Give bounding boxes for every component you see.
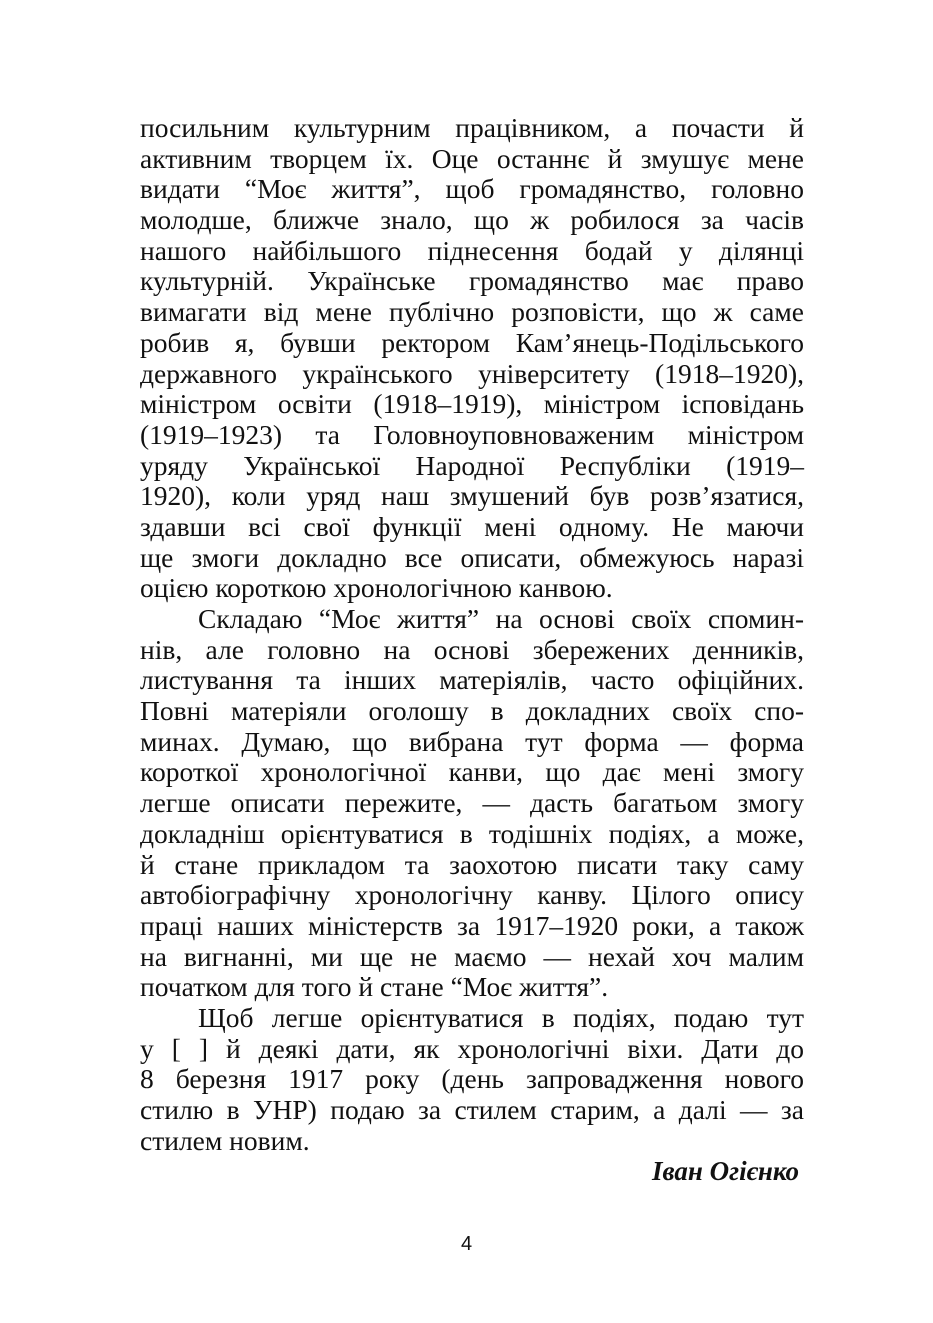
text-line: минах. Думаю, що вибрана тут форма — форма	[140, 725, 804, 757]
paragraph-1	[140, 113, 804, 604]
paragraph-2	[140, 604, 804, 1003]
text-line: праці наших міністерств за 1917–1920 роки, а також	[140, 909, 804, 941]
text-line: ще змоги докладно все описати, обмежуюсь наразі	[140, 541, 804, 573]
text-line: листування та інших матеріялів, часто офіційних.	[140, 664, 804, 696]
text-line: стилем новим.	[140, 1124, 310, 1156]
text-line: молодше, ближче знало, що ж робилося за часів	[140, 204, 804, 236]
text-line: оцією короткою хронологічною канвою.	[140, 572, 613, 604]
text-line: державного українського університету (1918–1920),	[140, 357, 804, 389]
text-line: на вигнанні, ми ще не маємо — нехай хоч малим	[140, 940, 804, 972]
body-text	[140, 113, 804, 1156]
text-line: здавши всі свої функції мені одному. Не маючи	[140, 510, 804, 542]
text-line: стилю в УНР) подаю за стилем старим, а далі — за	[140, 1094, 804, 1125]
text-line: посильним культурним працівником, а почасти й	[140, 112, 804, 143]
text-line: видати “Моє життя”, щоб громадянство, головно	[140, 173, 804, 205]
text-line: у [ ] й деякі дати, як хронологічні віхи. Дати до	[140, 1032, 804, 1064]
text-line: Складаю “Моє життя” на основі своїх спомин-	[198, 603, 804, 634]
text-line: культурній. Українське громадянство має право	[140, 265, 804, 297]
text-line: активним творцем їх. Оце останнє й змушує мене	[140, 142, 804, 174]
text-line: уряду Української Народної Республіки (1919–	[140, 449, 804, 481]
text-line: робив я, бувши ректором Кам’янець-Подільського	[140, 326, 804, 358]
text-line: й стане прикладом та заохотою писати таку саму	[140, 848, 804, 880]
text-line: початком для того й стане “Моє життя”.	[140, 971, 609, 1003]
text-line: вимагати від мене публічно розповісти, що ж саме	[140, 296, 804, 328]
text-line: нашого найбільшого піднесення бодай у ділянці	[140, 234, 804, 266]
text-line: докладніш орієнтуватися в тодішніх подіях, а може,	[140, 817, 804, 849]
author-signature: Іван Огієнко	[652, 1156, 799, 1186]
text-line: Повні матеріяли оголошу в докладних своїх спо-	[140, 695, 804, 727]
page-number: 4	[460, 1233, 473, 1255]
text-line: 1920), коли уряд наш змушений був розв’язатися,	[140, 480, 804, 512]
text-line: (1919–1923) та Головноуповноваженим міністром	[140, 418, 804, 450]
text-line: автобіографічну хронологічну канву. Цілого опису	[140, 879, 804, 911]
text-line: 8 березня 1917 року (день запровадження нового	[140, 1063, 804, 1095]
text-line: Щоб легше орієнтуватися в подіях, подаю тут	[198, 1001, 804, 1033]
paragraph-3	[140, 1003, 804, 1156]
text-line: нів, але головно на основі збережених денників,	[140, 633, 804, 665]
text-line: міністром освіти (1918–1919), міністром ісповідань	[140, 388, 804, 420]
text-line: легше описати пережите, — дасть багатьом змогу	[140, 787, 804, 819]
text-line: короткої хронологічної канви, що дає мені змогу	[140, 756, 804, 788]
